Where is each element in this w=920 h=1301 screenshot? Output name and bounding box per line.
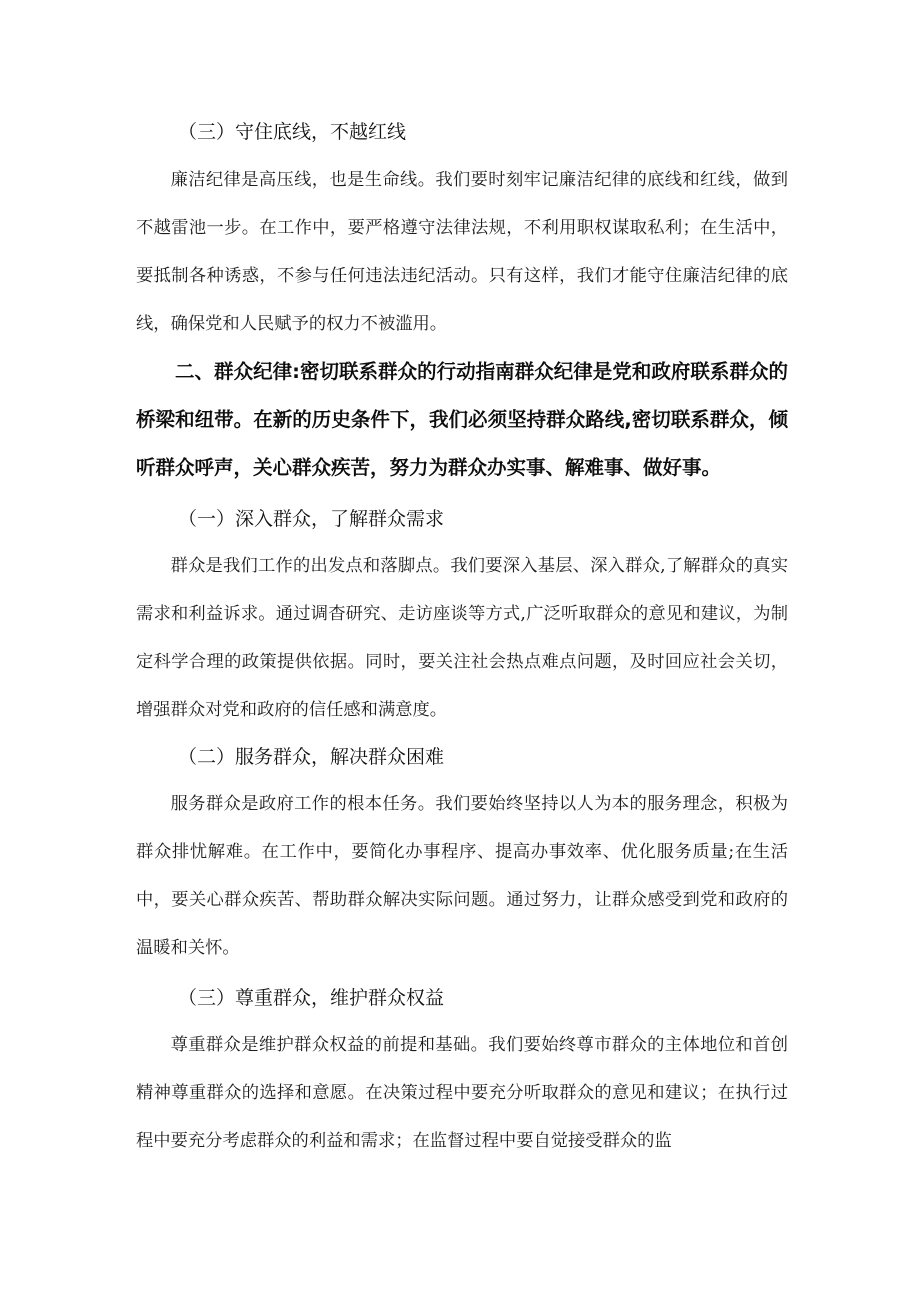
- paragraph-block-3: [136, 780, 788, 972]
- subheading-go-deep-into-masses: （一）深入群众，了解群众需求: [178, 508, 445, 530]
- paragraph-block-2: [136, 542, 788, 734]
- paragraph-serve-masses: 服务群众是政府工作的根本任务。我们要始终坚持以人为本的服务理念，积极为群众排忧解难。在工作中，要简化办事程序、提高办事效率、优化服务质量;在生活中，要关心群众疾苦、帮助群众解决实际问题。通过努力，让群众感受到党和政府的温暖和关怀。: [136, 794, 788, 958]
- paragraph-respect-masses: 尊重群众是维护群众权益的前提和基础。我们要始终尊市群众的主体地位和首创精神尊重群众的选择和意愿。在决策过程中要充分听取群众的意见和建议；在执行过程中要充分考虑群众的利益和需求；在监督过程中要自觉接受群众的监: [136, 1035, 788, 1151]
- subheading-serve-masses: （二）服务群众，解决群众困难: [178, 746, 445, 768]
- paragraph-masses-starting-point: 群众是我们工作的出发点和落脚点。我们要深入基层、深入群众,了解群众的真实需求和利益诉求。通过调杳研究、走访座谈等方式,广泛听取群众的意见和建议，为制定科学合理的政策提供依据。同时，要关注社会热点难点问题，及时回应社会关切，增强群众对党和政府的信任感和满意度。: [136, 556, 788, 720]
- section-heading-block: [136, 348, 788, 492]
- subheading-hold-bottom-line: （三）守住底线，不越红线: [178, 121, 407, 143]
- subheading-respect-masses: （三）尊重群众，维护群众权益: [178, 987, 445, 1009]
- paragraph-block-4: [136, 1021, 788, 1165]
- paragraph-integrity-discipline: 廉洁纪律是高压线，也是生命线。我们要时刻牢记廉洁纪律的底线和红线，做到不越雷池一步。在工作中，要严格遵守法律法规，不利用职权谋取私利；在生活中，要抵制各种诱惑，不参与任何违法违纪活动。只有这样，我们才能守住廉洁纪律的底线，确保党和人民赋予的权力不被滥用。: [136, 170, 788, 334]
- section-heading-mass-discipline: 二、群众纪律:密切联系群众的行动指南群众纪律是党和政府联系群众的桥梁和纽带。在新的历史条件下，我们必须坚持群众路线,密切联系群众，倾听群众呼声，关心群众疾苦，努力为群众办实事、解难事、做好事。: [136, 360, 788, 479]
- paragraph-block-1: [136, 156, 788, 348]
